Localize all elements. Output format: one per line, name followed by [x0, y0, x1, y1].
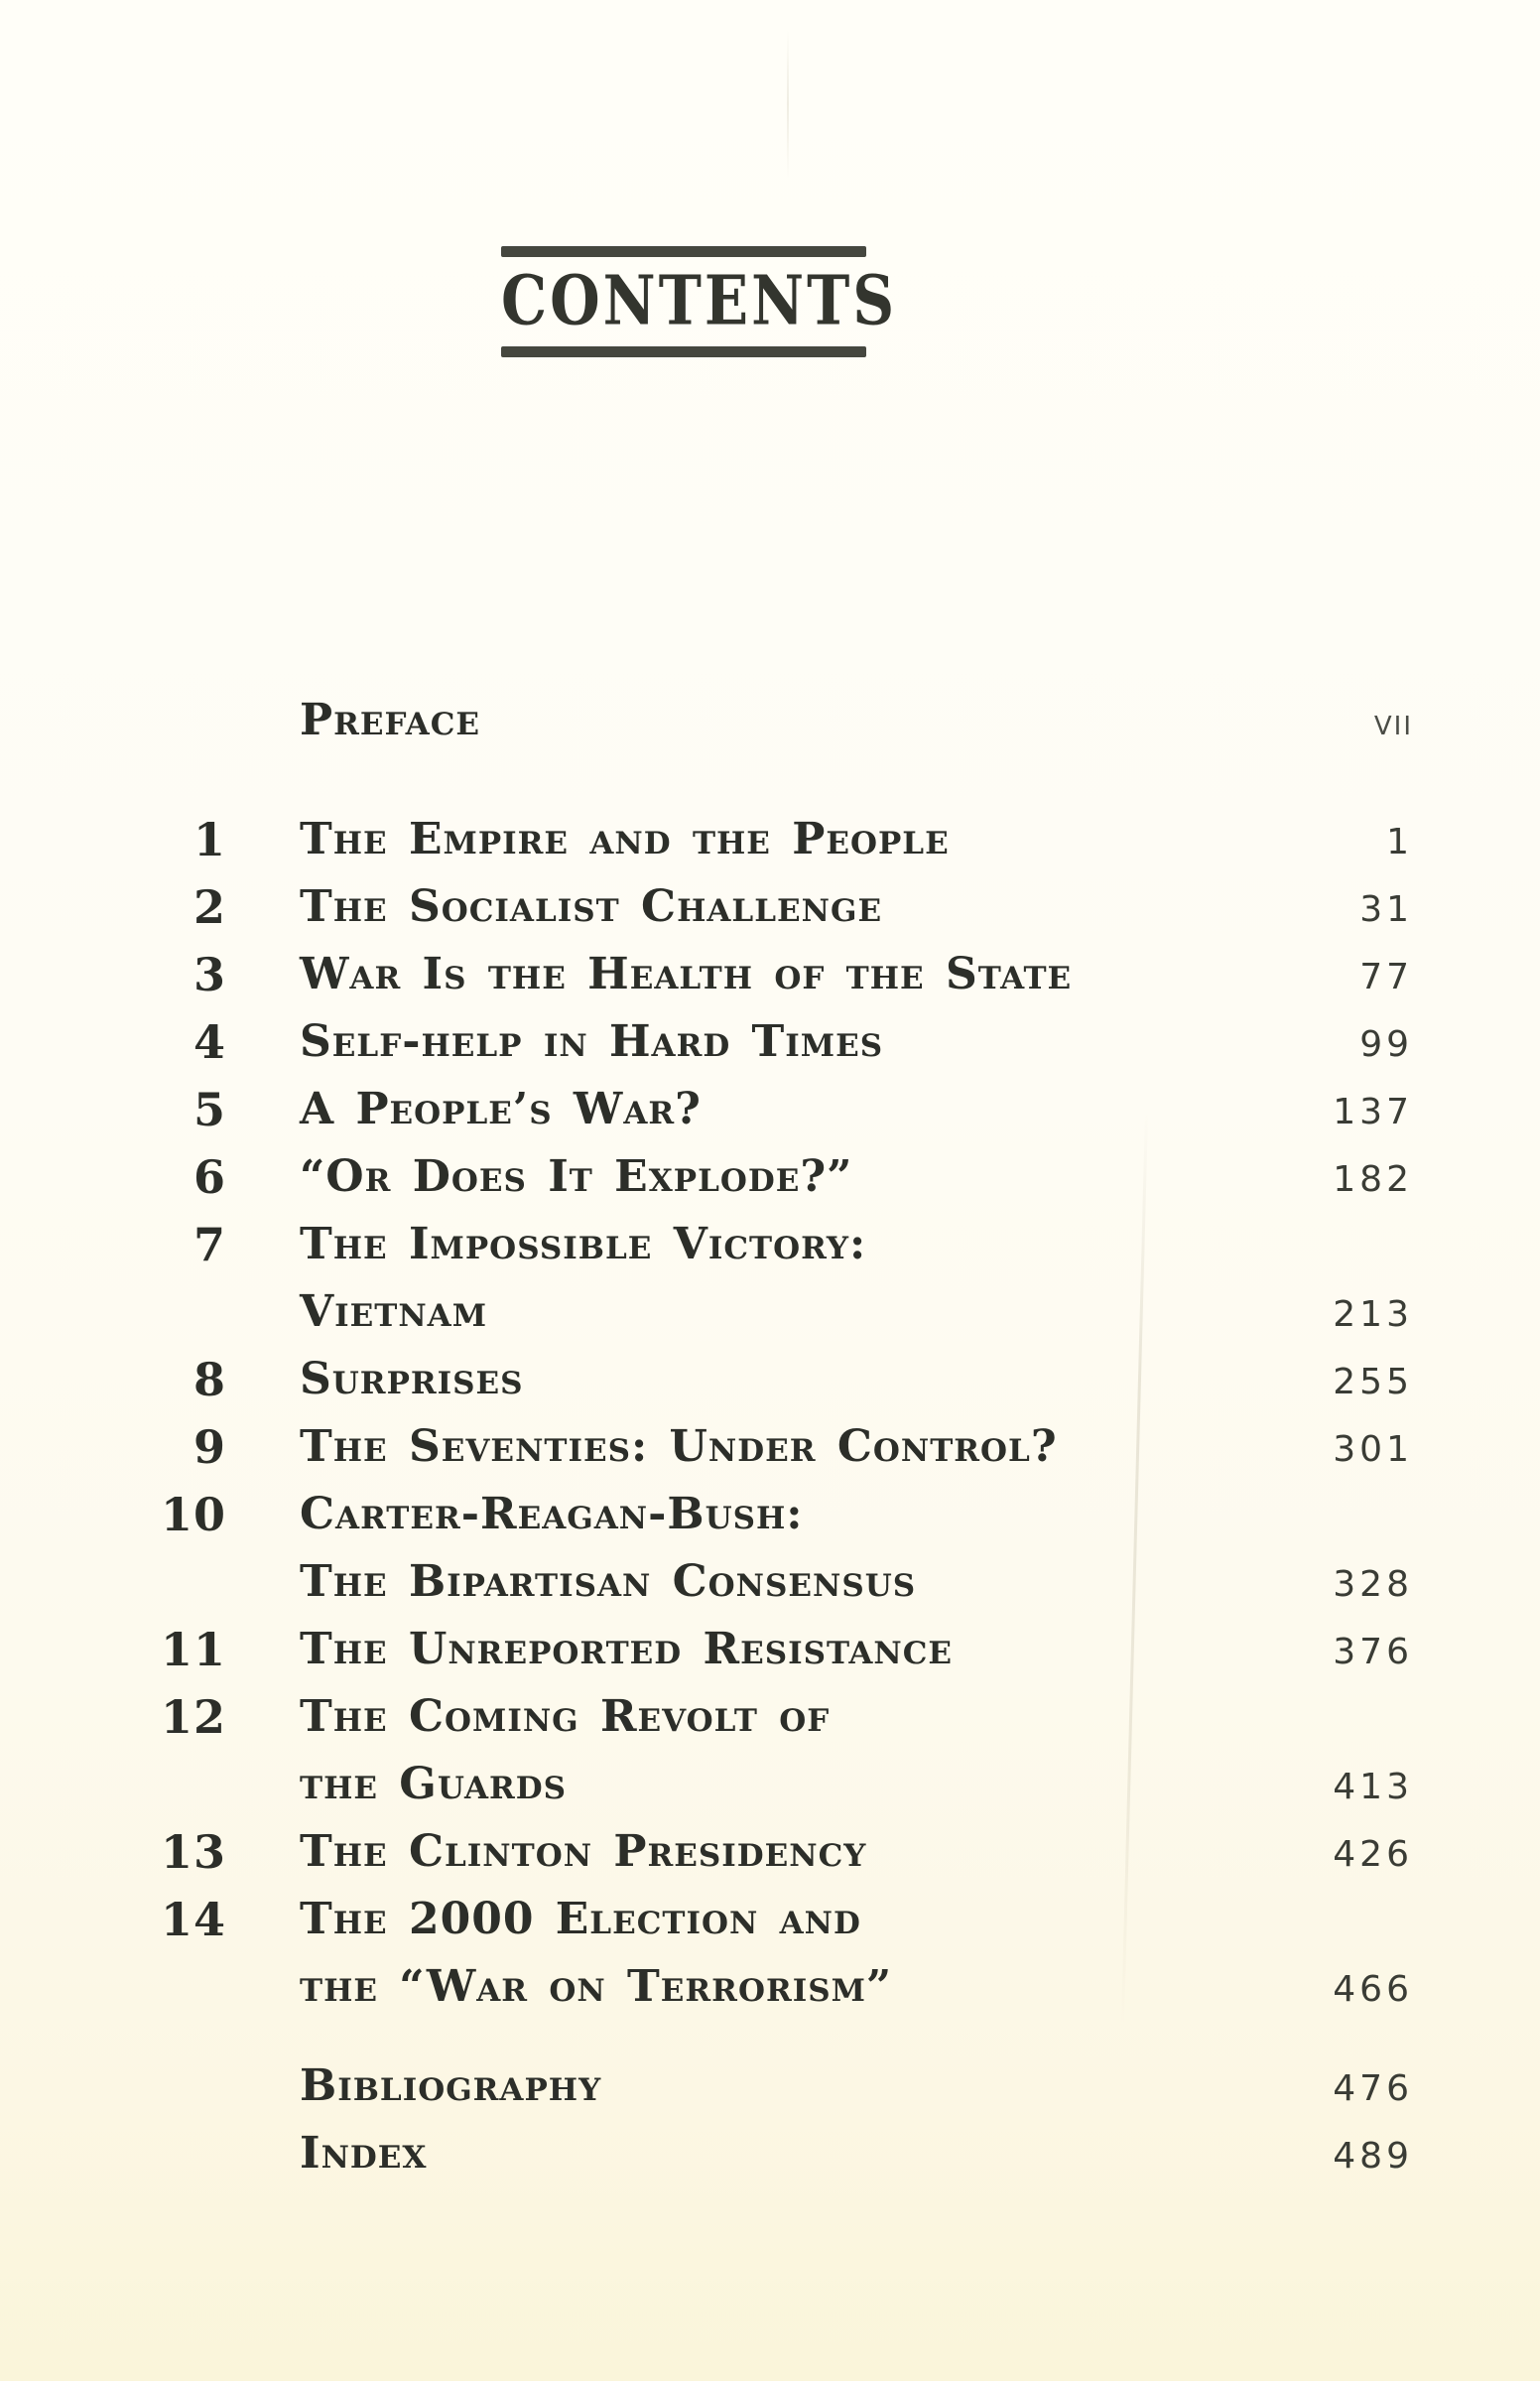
- chapter-title-line-1: The 2000 Election and: [300, 1894, 861, 1944]
- chapter-number: 12: [160, 1690, 226, 1744]
- chapter-number: 3: [192, 948, 226, 1001]
- page-title: CONTENTS: [501, 260, 898, 341]
- chapter-page-number: 137: [1333, 1092, 1413, 1132]
- chapter-number: 2: [192, 880, 226, 934]
- chapter-title: Surprises: [300, 1354, 524, 1404]
- chapter-page-number: 182: [1333, 1159, 1413, 1200]
- chapter-title: The Unreported Resistance: [300, 1624, 954, 1674]
- toc-entry-4: [149, 1008, 1413, 1076]
- chapter-title: The Clinton Presidency: [300, 1826, 867, 1877]
- chapter-title: Self-help in Hard Times: [300, 1016, 884, 1067]
- chapter-title-line-2: the Guards: [300, 1759, 568, 1809]
- chapter-title: The Empire and the People: [300, 814, 950, 864]
- toc-entry-6: [149, 1143, 1413, 1211]
- chapter-title: “Or Does It Explode?”: [300, 1151, 853, 1202]
- bibliography-page-number: 476: [1333, 2068, 1413, 2109]
- backmatter-bibliography: [149, 2052, 1413, 2120]
- chapter-number: 8: [192, 1353, 226, 1406]
- toc-entry-3: [149, 941, 1413, 1008]
- chapter-number: 13: [160, 1825, 226, 1879]
- chapter-number-blank: [149, 2052, 226, 2120]
- chapter-number-blank: [149, 2120, 226, 2187]
- chapter-number: 4: [192, 1015, 226, 1069]
- preface-page-number: VII: [1373, 712, 1413, 741]
- chapter-page-number: 413: [1333, 1767, 1413, 1807]
- toc-entry-8: [149, 1346, 1413, 1413]
- chapter-title-line-1: The Coming Revolt of: [300, 1691, 831, 1742]
- chapter-title: The Seventies: Under Control?: [300, 1421, 1058, 1472]
- chapter-page-number: 77: [1359, 957, 1413, 997]
- scan-crease-top: [787, 30, 789, 179]
- chapter-list: [149, 806, 1413, 2021]
- chapter-page-number: 99: [1359, 1024, 1413, 1065]
- chapter-number: 9: [192, 1420, 226, 1474]
- toc-entry-9: [149, 1413, 1413, 1481]
- toc-entry-14: [149, 1886, 1413, 2021]
- chapter-number-blank: [149, 687, 226, 754]
- preface-entry: [149, 687, 1413, 754]
- chapter-page-number: 255: [1333, 1362, 1413, 1402]
- preface-label: Preface: [300, 695, 481, 745]
- chapter-number: 6: [192, 1150, 226, 1204]
- toc-entry-11: [149, 1616, 1413, 1683]
- chapter-title-line-1: The Impossible Victory:: [300, 1219, 867, 1269]
- toc-entry-7: [149, 1211, 1413, 1346]
- chapter-page-number: 426: [1333, 1834, 1413, 1875]
- header-bottom-rule: [501, 346, 866, 357]
- chapter-number: 5: [192, 1083, 226, 1136]
- chapter-page-number: 466: [1333, 1969, 1413, 2010]
- index-page-number: 489: [1333, 2136, 1413, 2177]
- chapter-title-line-2: Vietnam: [300, 1286, 488, 1337]
- backmatter-index: [149, 2120, 1413, 2187]
- backmatter-section: [149, 2052, 1413, 2187]
- chapter-page-number: 301: [1333, 1429, 1413, 1470]
- index-label: Index: [300, 2128, 428, 2179]
- preface-section: [149, 687, 1413, 754]
- toc-entry-1: [149, 806, 1413, 873]
- chapter-title: A People’s War?: [300, 1084, 702, 1134]
- chapter-number: 11: [160, 1623, 226, 1676]
- chapter-title-line-2: the “War on Terrorism”: [300, 1961, 893, 2012]
- chapter-title-line-1: Carter-Reagan-Bush:: [300, 1489, 804, 1539]
- header-top-rule: [501, 246, 866, 257]
- chapter-number: 14: [160, 1893, 226, 1946]
- chapter-title: The Socialist Challenge: [300, 881, 883, 932]
- chapter-number: 10: [160, 1488, 226, 1541]
- chapter-number: 7: [192, 1218, 226, 1271]
- toc-entry-5: [149, 1076, 1413, 1143]
- chapter-page-number: 328: [1333, 1564, 1413, 1605]
- chapter-page-number: 376: [1333, 1632, 1413, 1672]
- contents-header: [501, 246, 898, 357]
- chapter-title-line-2: The Bipartisan Consensus: [300, 1556, 917, 1607]
- toc-entry-2: [149, 873, 1413, 941]
- chapter-page-number: 1: [1386, 822, 1413, 862]
- chapter-title: War Is the Health of the State: [300, 949, 1073, 999]
- toc-entry-13: [149, 1818, 1413, 1886]
- chapter-page-number: 213: [1333, 1294, 1413, 1335]
- toc-entry-12: [149, 1683, 1413, 1818]
- chapter-number: 1: [192, 813, 226, 866]
- toc-entry-10: [149, 1481, 1413, 1616]
- bibliography-label: Bibliography: [300, 2060, 602, 2111]
- chapter-page-number: 31: [1359, 889, 1413, 930]
